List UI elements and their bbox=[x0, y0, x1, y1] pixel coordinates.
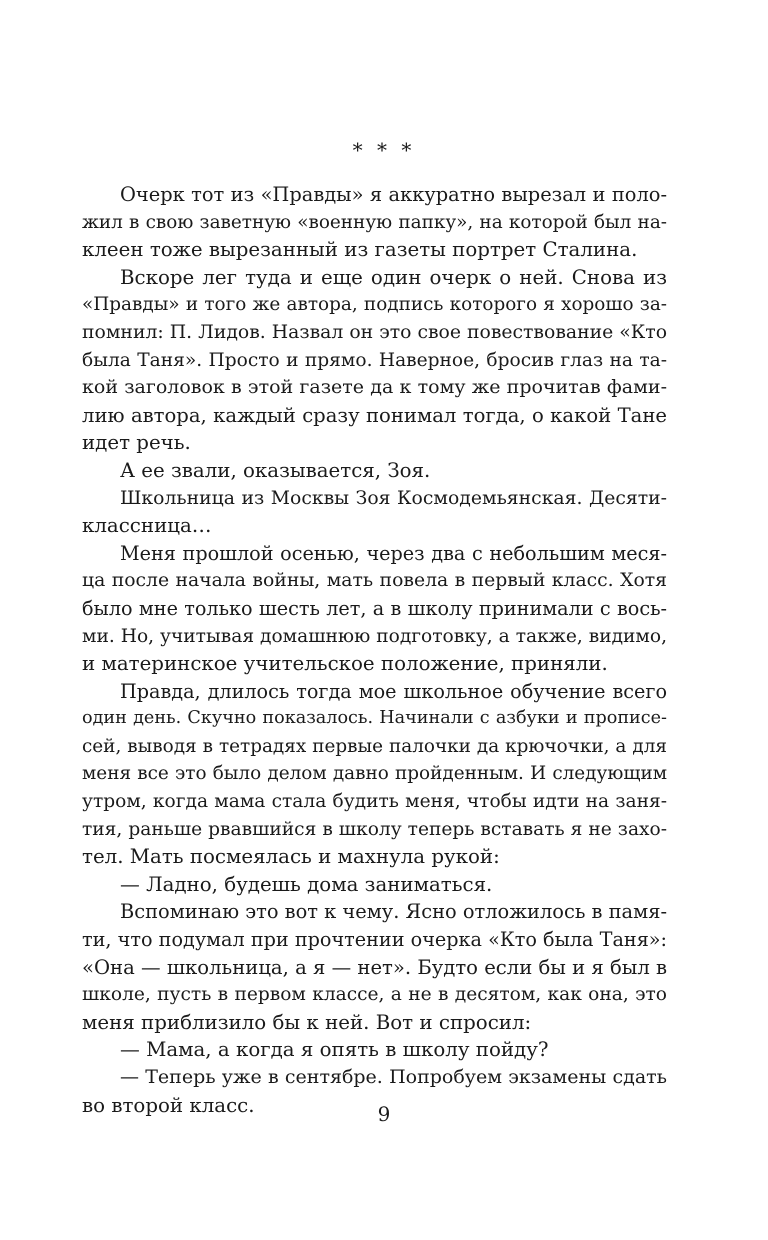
text-line: меня приблизило бы к ней. Вот и спросил: bbox=[82, 1010, 532, 1034]
text-line: Школьница из Москвы Зоя Космодемьянская. Десяти- bbox=[120, 487, 667, 509]
text-line: А ее звали, оказывается, Зоя. bbox=[120, 458, 431, 482]
text-line: меня все это было делом давно пройденным. И следующим bbox=[82, 763, 667, 785]
text-line: помнил: П. Лидов. Назвал он это свое повествование «Кто bbox=[82, 321, 667, 343]
text-line: жил в свою заветную «военную папку», на которой был на- bbox=[82, 211, 667, 233]
text-line: один день. Скучно показалось. Начинали с азбуки и прописе- bbox=[82, 708, 667, 729]
text-line: «Она — школьница, а я — нет». Будто если бы и я был в bbox=[82, 955, 668, 979]
text-line: Вспоминаю это вот к чему. Ясно отложилось в памя- bbox=[120, 900, 667, 924]
text-line: было мне только шесть лет, а в школу принимали с вось- bbox=[82, 596, 667, 620]
text-line: «Правды» и того же автора, подпись которого я хорошо за- bbox=[82, 294, 667, 316]
text-line: кой заголовок в этой газете да к тому же прочитав фами- bbox=[82, 376, 667, 399]
text-line: ми. Но, учитывая домашнюю подготовку, а также, видимо, bbox=[82, 625, 667, 647]
text-line: во второй класс. bbox=[82, 1093, 255, 1117]
body-text bbox=[82, 181, 667, 1119]
text-line: Вскоре лег туда и еще один очерк о ней. Снова из bbox=[120, 265, 667, 289]
text-line: и материнское учительское положение, приняли. bbox=[82, 652, 608, 676]
text-line: утром, когда мама стала будить меня, чтобы идти на заня- bbox=[82, 791, 667, 813]
text-line: Очерк тот из «Правды» я аккуратно вырезал и поло- bbox=[120, 183, 667, 206]
text-line: Правда, длилось тогда мое школьное обучение всего bbox=[120, 679, 667, 703]
text-line: — Мама, а когда я опять в школу пойду? bbox=[120, 1038, 549, 1062]
text-line: классница… bbox=[82, 514, 212, 538]
text-line: была Таня». Просто и прямо. Наверное, бросив глаз на та- bbox=[82, 349, 667, 371]
text-line: школе, пусть в первом классе, а не в десятом, как она, это bbox=[82, 984, 667, 1006]
text-line: тел. Мать посмеялась и махнула рукой: bbox=[82, 845, 500, 869]
text-line: — Теперь уже в сентябре. Попробуем экзамены сдать bbox=[120, 1066, 667, 1088]
text-line: ца после начала войны, мать повела в первый класс. Хотя bbox=[82, 570, 667, 592]
page-number: 9 bbox=[377, 1102, 391, 1126]
text-line: — Ладно, будешь дома заниматься. bbox=[120, 872, 493, 896]
text-line: идет речь. bbox=[82, 431, 191, 455]
text-line: клеен тоже вырезанный из газеты портрет Сталина. bbox=[82, 238, 638, 262]
text-line: ти, что подумал при прочтении очерка «Кто была Таня»: bbox=[82, 928, 667, 952]
text-line: тия, раньше рвавшийся в школу теперь вставать я не захо- bbox=[82, 818, 667, 840]
text-line: лию автора, каждый сразу понимал тогда, о какой Тане bbox=[82, 403, 667, 427]
text-line: Меня прошлой осенью, через два с небольшим меся- bbox=[120, 541, 667, 565]
text-line: сей, выводя в тетрадях первые палочки да крючочки, а для bbox=[82, 735, 667, 757]
section-separator: * * * bbox=[352, 138, 416, 162]
